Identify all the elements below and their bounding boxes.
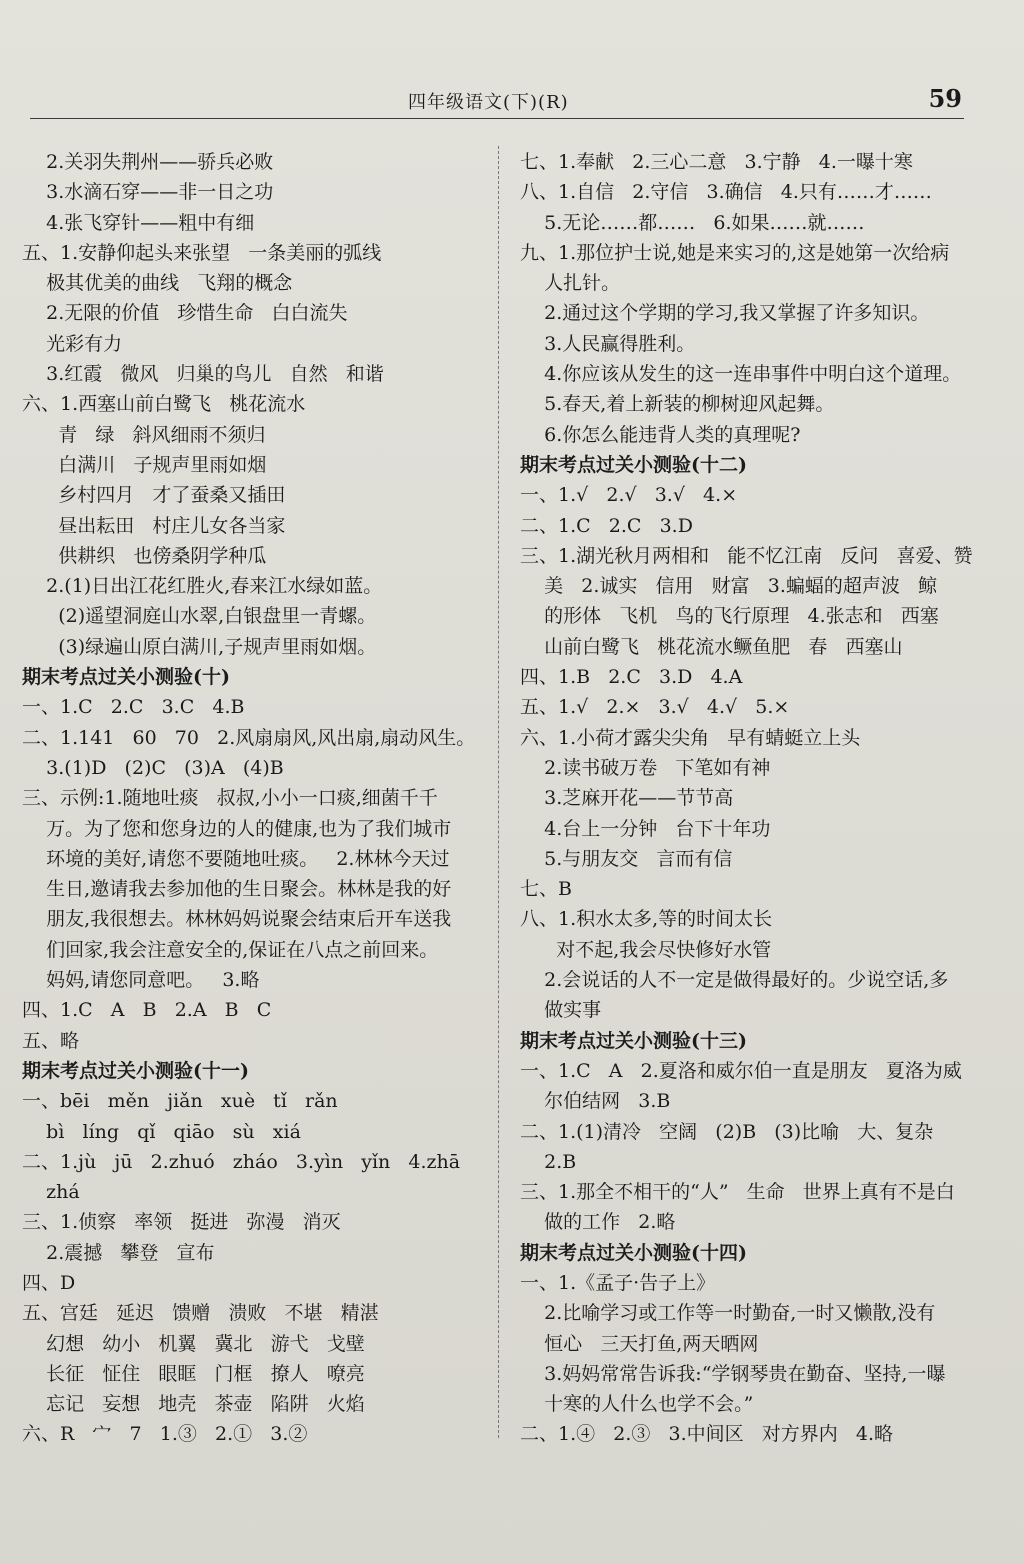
page-number: 59: [928, 84, 962, 113]
answer-line: 一、bēi měn jiǎn xuè tǐ rǎn: [22, 1090, 338, 1113]
answer-line: (3)绿遍山原白满川,子规声里雨如烟。: [22, 635, 377, 658]
page-header: [30, 84, 964, 119]
answer-line: 3.红霞 微风 归巢的鸟儿 自然 和谐: [22, 363, 384, 386]
answer-line: 尔伯结网 3.B: [520, 1090, 671, 1113]
answer-line: 山前白鹭飞 桃花流水鳜鱼肥 春 西塞山: [520, 635, 903, 658]
answer-line: 五、1.√ 2.× 3.√ 4.√ 5.×: [520, 696, 790, 719]
answer-line: 青 绿 斜风细雨不须归: [22, 423, 266, 446]
answer-line: 二、1.(1)清冷 空阔 (2)B (3)比喻 大、复杂: [520, 1120, 934, 1143]
answer-line: 对不起,我会尽快修好水管: [520, 938, 772, 961]
section-heading: 期末考点过关小测验(十一): [22, 1059, 249, 1082]
left-column: [22, 147, 492, 1450]
answer-line: 生日,邀请我去参加他的生日聚会。林林是我的好: [22, 878, 452, 901]
answer-line: 一、1.C A 2.夏洛和威尔伯一直是朋友 夏洛为威: [520, 1059, 962, 1082]
section-heading: 期末考点过关小测验(十四): [520, 1241, 747, 1264]
section-heading: 期末考点过关小测验(十): [22, 666, 230, 689]
answer-line: 2.比喻学习或工作等一时勤奋,一时又懒散,没有: [520, 1302, 936, 1325]
answer-line: 2.B: [520, 1150, 577, 1173]
answer-line: 二、1.C 2.C 3.D: [520, 514, 693, 537]
answer-line: 六、R 宀 7 1.③ 2.① 3.②: [22, 1423, 308, 1446]
answer-line: 三、1.那全不相干的“人” 生命 世界上真有不是白: [520, 1181, 955, 1204]
answer-line: 人扎针。: [520, 272, 621, 295]
header-title: 四年级语文(下)(R): [408, 92, 569, 113]
answer-line: 的形体 飞机 鸟的飞行原理 4.张志和 西塞: [520, 605, 939, 628]
answer-line: 朋友,我很想去。林林妈妈说聚会结束后开车送我: [22, 908, 452, 931]
answer-line: 七、1.奉献 2.三心二意 3.宁静 4.一曝十寒: [520, 151, 913, 173]
answer-line: 光彩有力: [22, 332, 123, 355]
answer-line: 极其优美的曲线 飞翔的概念: [22, 272, 293, 295]
section-heading: 期末考点过关小测验(十三): [520, 1029, 747, 1052]
answer-line: 做实事: [520, 999, 602, 1022]
answer-line: 3.芝麻开花——节节高: [520, 787, 734, 810]
answer-line: 白满川 子规声里雨如烟: [22, 453, 267, 476]
answer-line: 2.(1)日出江花红胜火,春来江水绿如蓝。: [22, 575, 383, 598]
answer-line: 十寒的人什么也学不会。”: [520, 1393, 754, 1416]
answer-line: 2.震撼 攀登 宣布: [22, 1241, 215, 1264]
answer-line: 2.通过这个学期的学习,我又掌握了许多知识。: [520, 302, 930, 325]
answer-line: 供耕织 也傍桑阴学种瓜: [22, 544, 267, 567]
right-column: [520, 147, 990, 1450]
answer-line: 七、B: [520, 878, 572, 901]
answer-line: 四、1.C A B 2.A B C: [22, 999, 272, 1022]
answer-line: (2)遥望洞庭山水翠,白银盘里一青螺。: [22, 605, 377, 628]
answer-line: 昼出耘田 村庄儿女各当家: [22, 514, 286, 537]
answer-line: 长征 怔住 眼眶 门框 撩人 嘹亮: [22, 1362, 365, 1385]
answer-line: 乡村四月 才了蚕桑又插田: [22, 484, 286, 507]
answer-line: 六、1.西塞山前白鹭飞 桃花流水: [22, 393, 306, 416]
column-divider: [498, 146, 499, 1438]
answer-line: 二、1.141 60 70 2.风扇扇风,风出扇,扇动风生。: [22, 726, 476, 749]
answer-line: bì líng qǐ qiāo sù xiá: [22, 1120, 301, 1143]
answer-line: 2.读书破万卷 下笔如有神: [520, 756, 771, 779]
answer-line: 们回家,我会注意安全的,保证在八点之前回来。: [22, 938, 439, 961]
answer-line: 4.台上一分钟 台下十年功: [520, 817, 771, 840]
answer-line: 四、D: [22, 1271, 76, 1294]
answer-line: 3.(1)D (2)C (3)A (4)B: [22, 756, 284, 779]
answer-line: 美 2.诚实 信用 财富 3.蝙蝠的超声波 鲸: [520, 575, 938, 598]
answer-line: 3.人民赢得胜利。: [520, 332, 696, 355]
answer-line: 幻想 幼小 机翼 冀北 游弋 戈壁: [22, 1332, 365, 1355]
answer-line: 一、1.√ 2.√ 3.√ 4.×: [520, 484, 738, 507]
answer-line: 妈妈,请您同意吧。 3.略: [22, 969, 260, 992]
answer-line: 三、示例:1.随地吐痰 叔叔,小小一口痰,细菌千千: [22, 787, 438, 810]
answer-line: 二、1.④ 2.③ 3.中间区 对方界内 4.略: [520, 1423, 893, 1446]
answer-line: 五、宫廷 延迟 馈赠 溃败 不堪 精湛: [22, 1302, 379, 1325]
answer-line: 二、1.jù jū 2.zhuó zháo 3.yìn yǐn 4.zhā: [22, 1150, 461, 1173]
answer-line: 3.水滴石穿——非一日之功: [22, 181, 274, 204]
answer-line: 4.张飞穿针——粗中有细: [22, 211, 255, 234]
answer-line: 6.你怎么能违背人类的真理呢?: [520, 423, 801, 446]
answer-line: 八、1.自信 2.守信 3.确信 4.只有……才……: [520, 181, 932, 204]
answer-line: 2.无限的价值 珍惜生命 白白流失: [22, 302, 348, 325]
answer-line: 2.会说话的人不一定是做得最好的。少说空话,多: [520, 969, 949, 992]
answer-line: zhá: [22, 1181, 80, 1204]
answer-line: 四、1.B 2.C 3.D 4.A: [520, 666, 743, 689]
answer-line: 八、1.积水太多,等的时间太长: [520, 908, 773, 931]
answer-line: 做的工作 2.略: [520, 1211, 676, 1234]
answer-line: 五、略: [22, 1029, 80, 1052]
answer-line: 5.春天,着上新装的柳树迎风起舞。: [520, 393, 835, 416]
answer-line: 恒心 三天打鱼,两天晒网: [520, 1332, 759, 1355]
answer-line: 三、1.湖光秋月两相和 能不忆江南 反问 喜爱、赞: [520, 544, 973, 567]
answer-line: 九、1.那位护士说,她是来实习的,这是她第一次给病: [520, 241, 950, 264]
answer-line: 4.你应该从发生的这一连串事件中明白这个道理。: [520, 363, 962, 386]
answer-line: 5.与朋友交 言而有信: [520, 847, 733, 870]
answer-line: 六、1.小荷才露尖尖角 早有蜻蜓立上头: [520, 726, 861, 749]
answer-line: 一、1.《孟子·告子上》: [520, 1271, 716, 1294]
answer-line: 五、1.安静仰起头来张望 一条美丽的弧线: [22, 241, 382, 264]
answer-line: 忘记 妄想 地壳 茶壶 陷阱 火焰: [22, 1393, 365, 1416]
answer-line: 环境的美好,请您不要随地吐痰。 2.林林今天过: [22, 847, 450, 870]
section-heading: 期末考点过关小测验(十二): [520, 453, 747, 476]
answer-line: 一、1.C 2.C 3.C 4.B: [22, 696, 245, 719]
answer-line: 三、1.侦察 率领 挺进 弥漫 消灭: [22, 1211, 341, 1234]
answer-line: 3.妈妈常常告诉我:“学钢琴贵在勤奋、坚持,一曝: [520, 1362, 946, 1385]
answer-line: 5.无论……都…… 6.如果……就……: [520, 211, 865, 234]
answer-line: 万。为了您和您身边的人的健康,也为了我们城市: [22, 817, 452, 840]
answer-line: 2.关羽失荆州——骄兵必败: [22, 151, 274, 173]
